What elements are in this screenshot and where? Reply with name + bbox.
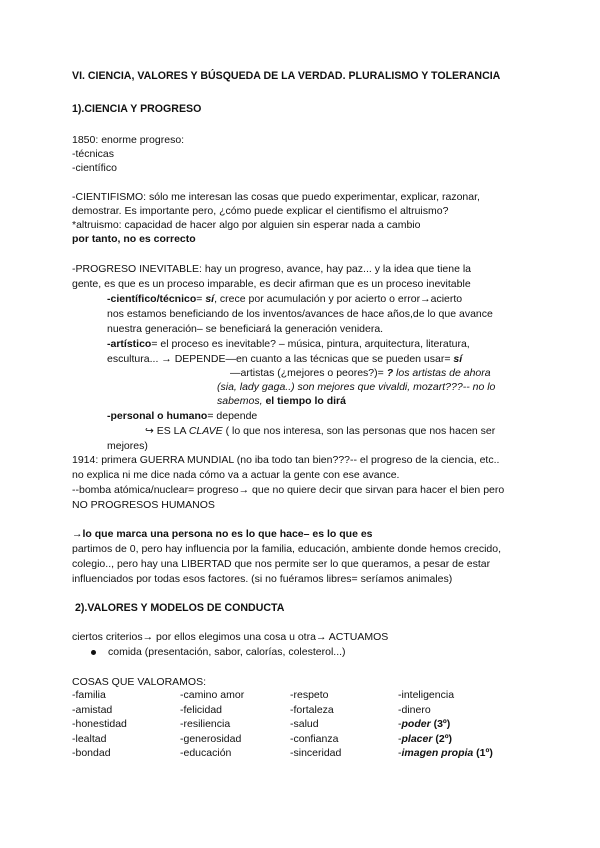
cientifico-line: nos estamos beneficiando de los inventos/avances de hace años,de lo que avance — [107, 308, 493, 320]
value-item: -respeto — [290, 689, 329, 701]
value-item: -amistad — [72, 703, 113, 716]
value-item: -resiliencia — [180, 718, 231, 730]
cientifico-line: -científico/técnico= sí, crece por acumulación y por acierto o error→acierto — [107, 293, 463, 305]
cientifico-label: -científico/técnico — [107, 293, 197, 305]
guerra-line: --bomba atómica/nuclear= progreso→ que no quiere decir que sirvan para hacer el bien pero — [72, 484, 505, 496]
humano-line: ↪ ES LA CLAVE ( lo que nos interesa, son las personas que nos hacen ser — [145, 425, 496, 437]
values-column-1 — [72, 688, 127, 761]
cientifico-line: nuestra generación– se beneficiará la generación venidera. — [107, 323, 384, 335]
persona-line: influenciados por todas esos factores. (si no fuéramos libres= seríamos animales) — [72, 573, 453, 585]
progreso-line: gente, es que es un proceso imparable, es decir afirman que es un proceso inevitable — [72, 278, 471, 290]
persona-line: colegio.., pero hay una LIBERTAD que nos permite ser lo que queramos, a pesar de estar — [72, 558, 491, 570]
guerra-line: 1914: primera GUERRA MUNDIAL (no iba todo tan bien???-- el progreso de la ciencia, etc.. — [72, 454, 500, 466]
ranked-value-item: -placer (2º) — [398, 732, 453, 745]
ranked-value-item: -poder (3º) — [398, 718, 451, 730]
artistico-line: sabemos, el tiempo lo dirá — [217, 395, 346, 407]
section1-heading: 1).CIENCIA Y PROGRESO — [72, 103, 202, 115]
artistico-line: (sia, lady gaga..) son mejores que vivaldi, mozart???-- no lo — [217, 381, 496, 393]
values-column-3 — [290, 688, 341, 761]
persona-line: partimos de 0, pero hay influencia por la familia, educación, ambiente donde hemos crecido, — [72, 543, 501, 555]
value-item: -fortaleza — [290, 703, 334, 716]
cosas-heading: COSAS QUE VALORAMOS: — [72, 676, 207, 688]
bullet-dot-icon — [91, 650, 96, 655]
value-item: -inteligencia — [398, 689, 455, 701]
value-item: -generosidad — [180, 732, 242, 745]
artistico-line: -artístico= el proceso es inevitable? – música, pintura, arquitectura, literatura, — [107, 338, 470, 350]
artistico-line: escultura... → DEPENDE—en cuanto a las técnicas que se pueden usar= sí — [107, 353, 463, 365]
humano-line: -personal o humano= depende — [107, 410, 258, 422]
cientifismo-conclusion: por tanto, no es correcto — [72, 233, 196, 245]
values-column-2 — [180, 688, 244, 761]
bullet-item: comida (presentación, sabor, calorías, colesterol...) — [108, 646, 346, 658]
intro-line: 1850: enorme progreso: — [72, 134, 185, 146]
humano-label: -personal o humano — [107, 410, 208, 422]
humano-line: mejores) — [107, 440, 148, 452]
value-item: -bondad — [72, 747, 111, 759]
altruismo-definition: *altruismo: capacidad de hacer algo por alguien sin esperar nada a cambio — [72, 219, 421, 231]
value-item: -camino amor — [180, 689, 245, 701]
value-item: -honestidad — [72, 718, 127, 730]
artistico-label: -artístico — [107, 338, 152, 350]
document-title: VI. CIENCIA, VALORES Y BÚSQUEDA DE LA VERDAD. PLURALISMO Y TOLERANCIA — [72, 70, 501, 82]
guerra-line: no explica ni me dice nada cómo va a actuar la gente con ese avance. — [72, 469, 400, 481]
value-item: -lealtad — [72, 732, 107, 745]
value-item: -sinceridad — [290, 747, 342, 759]
cientifismo-line: -CIENTIFISMO: sólo me interesan las cosas que puedo experimentar, explicar, razonar, — [72, 191, 480, 203]
value-item: -felicidad — [180, 703, 223, 716]
artistico-line: —artistas (¿mejores o peores?)= ? los artistas de ahora — [230, 367, 491, 379]
value-item: -dinero — [398, 703, 431, 716]
criterios-line: ciertos criterios→ por ellos elegimos una cosa u otra→ ACTUAMOS — [72, 631, 389, 643]
intro-line: -técnicas — [72, 148, 115, 160]
value-item: -confianza — [290, 732, 339, 745]
values-column-4 — [398, 688, 493, 761]
value-item: -salud — [290, 718, 319, 730]
guerra-line: NO PROGRESOS HUMANOS — [72, 499, 215, 511]
value-item: -educación — [180, 747, 232, 759]
section2-heading: 2).VALORES Y MODELOS DE CONDUCTA — [75, 602, 285, 614]
persona-heading: →lo que marca una persona no es lo que hace– es lo que es — [72, 528, 373, 540]
progreso-line: -PROGRESO INEVITABLE: hay un progreso, avance, hay paz... y la idea que tiene la — [72, 263, 472, 275]
value-item: -familia — [72, 689, 106, 701]
intro-line: -científico — [72, 162, 117, 174]
ranked-value-item: -imagen propia (1º) — [398, 747, 493, 759]
cientifismo-line: demostrar. Es importante pero, ¿cómo puede explicar el cientifismo el altruismo? — [72, 205, 449, 217]
